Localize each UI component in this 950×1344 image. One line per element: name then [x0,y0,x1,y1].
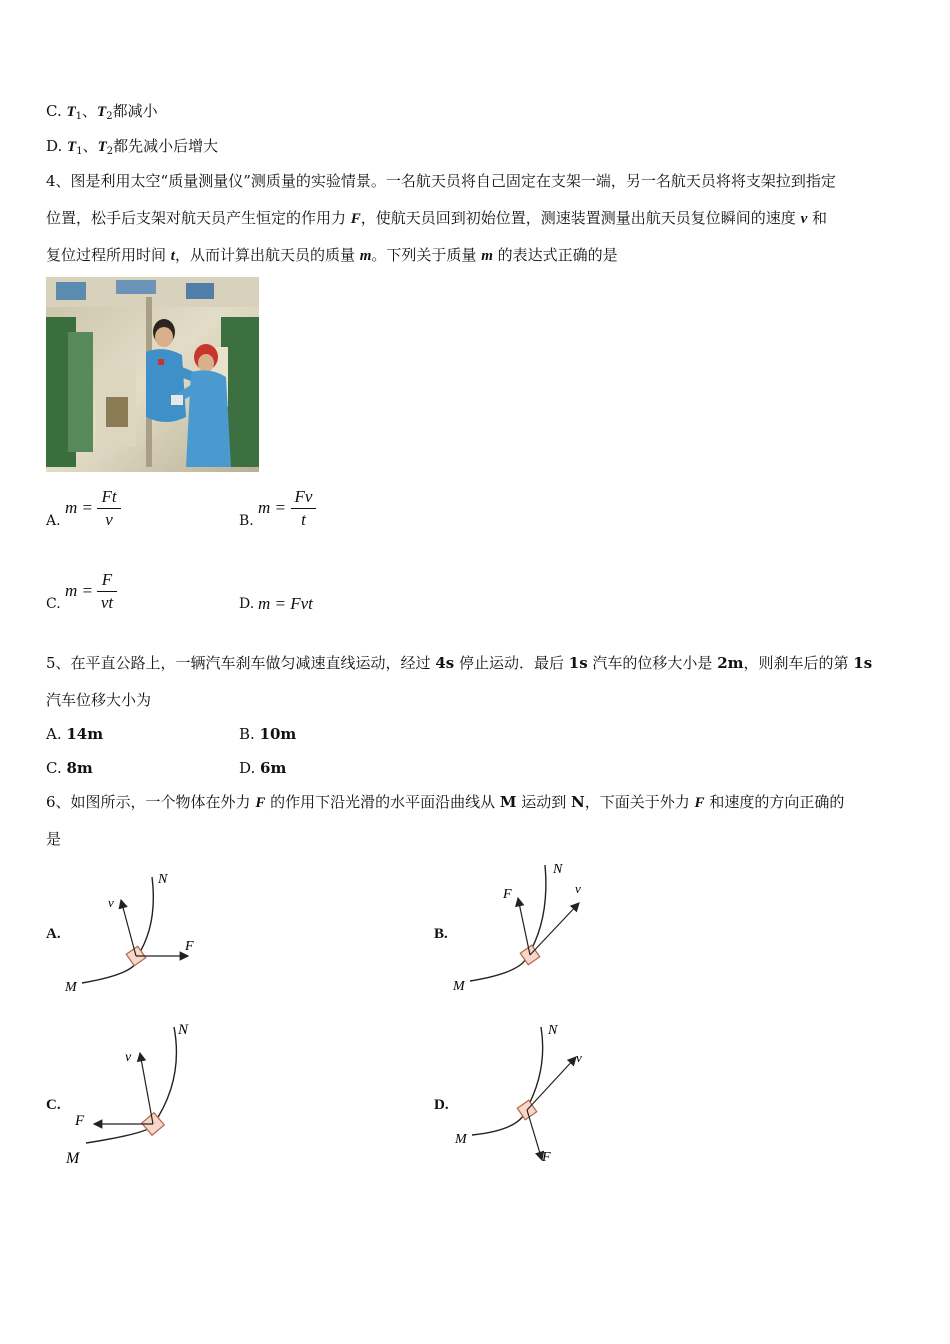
label-m: M [65,980,77,995]
label-m: M [453,979,465,994]
q6-stem-line1: 6、如图所示，一个物体在外力 F 的作用下沿光滑的水平面沿曲线从 M 运动到 N，下面关于外力 F 和速度的方向正确的 [46,793,845,811]
q6-diagram-b [445,855,595,1000]
prev-option-c: C. $T_1$、$T_2$都减小 [46,102,158,122]
q6-diagram-c [62,1015,212,1170]
prev-option-d: D. $T_1$、$T_2$都先减小后增大 [46,137,219,157]
q6-option-d-label[interactable]: D. [434,1097,449,1113]
q5-option-d[interactable]: D. 6m [239,759,287,777]
q4-option-c-fraction: F vt [97,570,117,613]
label-v: v [576,1050,582,1065]
q4-stem-line3: 复位过程所用时间 t，从而计算出航天员的质量 m。下列关于质量 m 的表达式正确的是 [46,246,618,264]
q4-option-b-fraction: Fv t [291,487,316,530]
q4-option-c-lhs: m = [65,581,93,600]
q4-option-d-expr: m = Fvt [258,594,313,613]
q4-stem-line1: 4、图是利用太空“质量测量仪”测质量的实验情景。一名航天员将自己固定在支架一端，另一名航天员将将支架拉到指定 [46,172,836,190]
q6-diagram-d [450,1015,600,1170]
q6-option-c-label[interactable]: C. [46,1097,61,1113]
q5-option-a[interactable]: A. 14m [46,725,104,743]
q4-option-a-fraction: Ft v [97,487,121,530]
q4-option-b-label[interactable]: B. [239,513,254,529]
label-f: F [503,887,512,902]
label-v: v [125,1050,132,1065]
q5-stem-line1: 5、在平直公路上，一辆汽车刹车做匀减速直线运动，经过 4s 停止运动．最后 1s 汽车的位移大小是 2m，则刹车后的第 1s [46,654,873,672]
label-m: M [455,1132,467,1147]
q6-option-b-label[interactable]: B. [434,926,448,942]
space-station-photo [46,277,259,472]
q6-stem-line2: 是 [46,830,62,848]
q4-option-b-lhs: m = [258,498,286,517]
q4-option-a-lhs: m = [65,498,93,517]
label-n: N [158,872,168,887]
label-n: N [553,862,563,877]
label-f: F [75,1113,85,1129]
label-m: M [66,1150,80,1167]
label-v: v [108,895,114,910]
q6-diagram-a [60,865,210,1000]
label-n: N [178,1022,189,1038]
q4-option-c-label[interactable]: C. [46,596,61,612]
q5-option-c[interactable]: C. 8m [46,759,93,777]
label-v: v [575,881,581,896]
q5-option-b[interactable]: B. 10m [239,725,297,743]
q4-option-d-label[interactable]: D. [239,596,255,612]
q4-option-a-label[interactable]: A. [46,513,61,529]
q5-stem-line2: 汽车位移大小为 [46,691,152,709]
q4-stem-line2: 位置，松手后支架对航天员产生恒定的作用力 F，使航天员回到初始位置，测速装置测量出航天员复位瞬间的速度 v 和 [46,209,828,227]
label-n: N [548,1023,558,1038]
label-f: F [542,1150,551,1165]
q6-option-a-label[interactable]: A. [46,926,61,942]
label-f: F [185,939,194,954]
